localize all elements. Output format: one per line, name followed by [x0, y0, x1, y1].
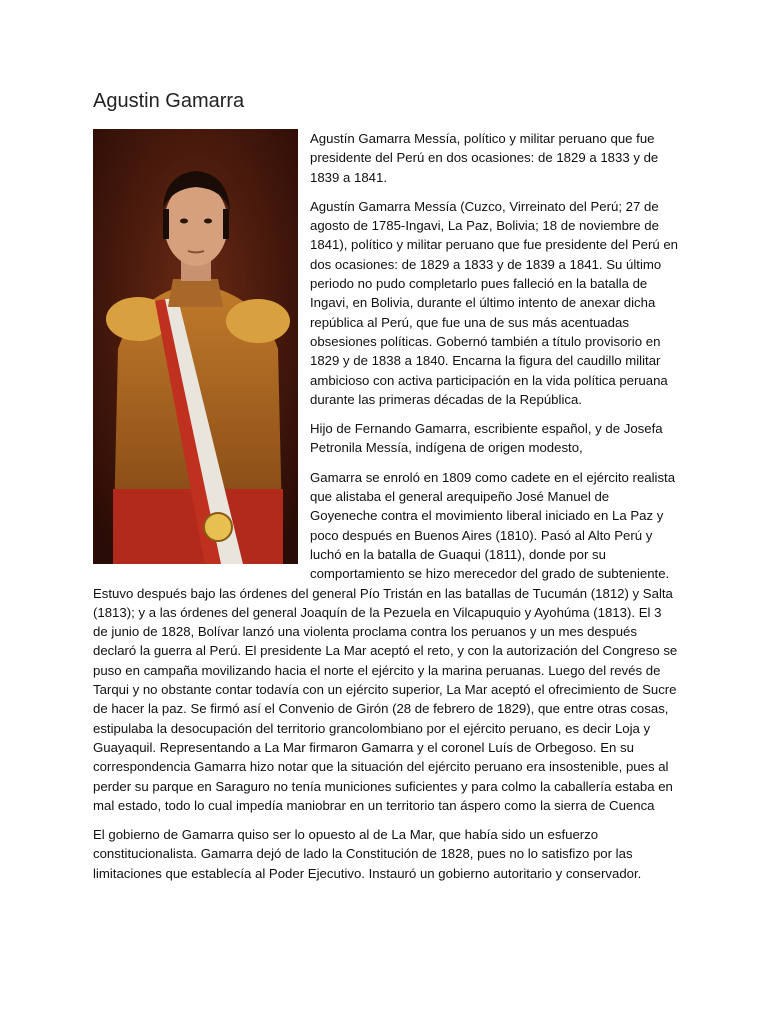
- paragraph: El gobierno de Gamarra quiso ser lo opuesto al de La Mar, que había sido un esfuerzo constitucionalista. Gamarra dejó de lado la Constitución de 1828, pues no lo satisfizo por las limitaciones que establecía al Poder Ejecutivo. Instauró un gobierno autoritario y conservador.: [93, 827, 642, 881]
- paragraph: Agustín Gamarra Messía, político y militar peruano que fue presidente del Perú en dos ocasiones: de 1829 a 1833 y de 1839 a 1841.: [310, 131, 659, 185]
- document-page: [93, 88, 678, 893]
- portrait-image: [93, 129, 298, 564]
- paragraph: Agustín Gamarra Messía (Cuzco, Virreinato del Perú; 27 de agosto de 1785-Ingavi, La Paz, Bolivia; 18 de noviembre de 1841), político y militar peruano que fue presidente del Perú en dos ocasiones: de 1829 a 1833 y de 1839 a 1841. Su último periodo no pudo completarlo pues falleció en la batalla de Ingavi, en Bolivia, durante el último intento de anexar dicha república al Perú, que fue una de sus más acentuadas obsesiones políticas. Gobernó también a título provisorio en 1829 y de 1838 a 1840. Encarna la figura del caudillo militar ambicioso con activa participación en la vida política peruana durante las primeras décadas de la República.: [310, 198, 679, 407]
- page-title: Agustin Gamarra: [93, 90, 245, 112]
- paragraph: Gamarra se enroló en 1809 como cadete en el ejército realista que alistaba el general arequipeño José Manuel de Goyeneche contra el movimiento liberal iniciado en La Paz y poco después en Buenos Aires (1810). Pasó al Alto Perú y luchó en la batalla de Guaqui (1811), donde por su comportamiento se hizo merecedor del grado de subteniente. Estuvo después bajo las órdenes del general Pío Tristán en las batallas de Tucumán (1812) y Salta (1813); y a las órdenes del general Joaquín de la Pezuela en Vilcapuquio y Ayohúma (1813). El 3 de junio de 1828, Bolívar lanzó una violenta proclama contra los peruanos y un mes después declaró la guerra al Perú. El presidente La Mar aceptó el reto, y con la autorización del Congreso se puso en campaña movilizando hacia el norte el ejército y la marina peruanas. Luego del revés de Tarqui y no obstante contar todavía con un ejército superior, La Mar aceptó el ofrecimiento de Sucre de hacer la paz. Se firmó así el Convenio de Girón (28 de febrero de 1829), que entre otras cosas, estipulaba la desocupación del territorio grancolombiano por el ejército peruano, es decir Loja y Guayaquil. Representando a La Mar firmaron Gamarra y el coronel Luís de Orbegoso. En su correspondencia Gamarra hizo notar que la situación del ejército peruano era insostenible, pues al perder su parque en Saraguro no tenía municiones suficientes y para colmo la caballería estaba en mal estado, todo lo cual impedía maniobrar en un territorio tan áspero como la sierra de Cuenca: [93, 469, 678, 813]
- paragraph: Hijo de Fernando Gamarra, escribiente español, y de Josefa Petronila Messía, indígena de origen modesto,: [310, 421, 663, 456]
